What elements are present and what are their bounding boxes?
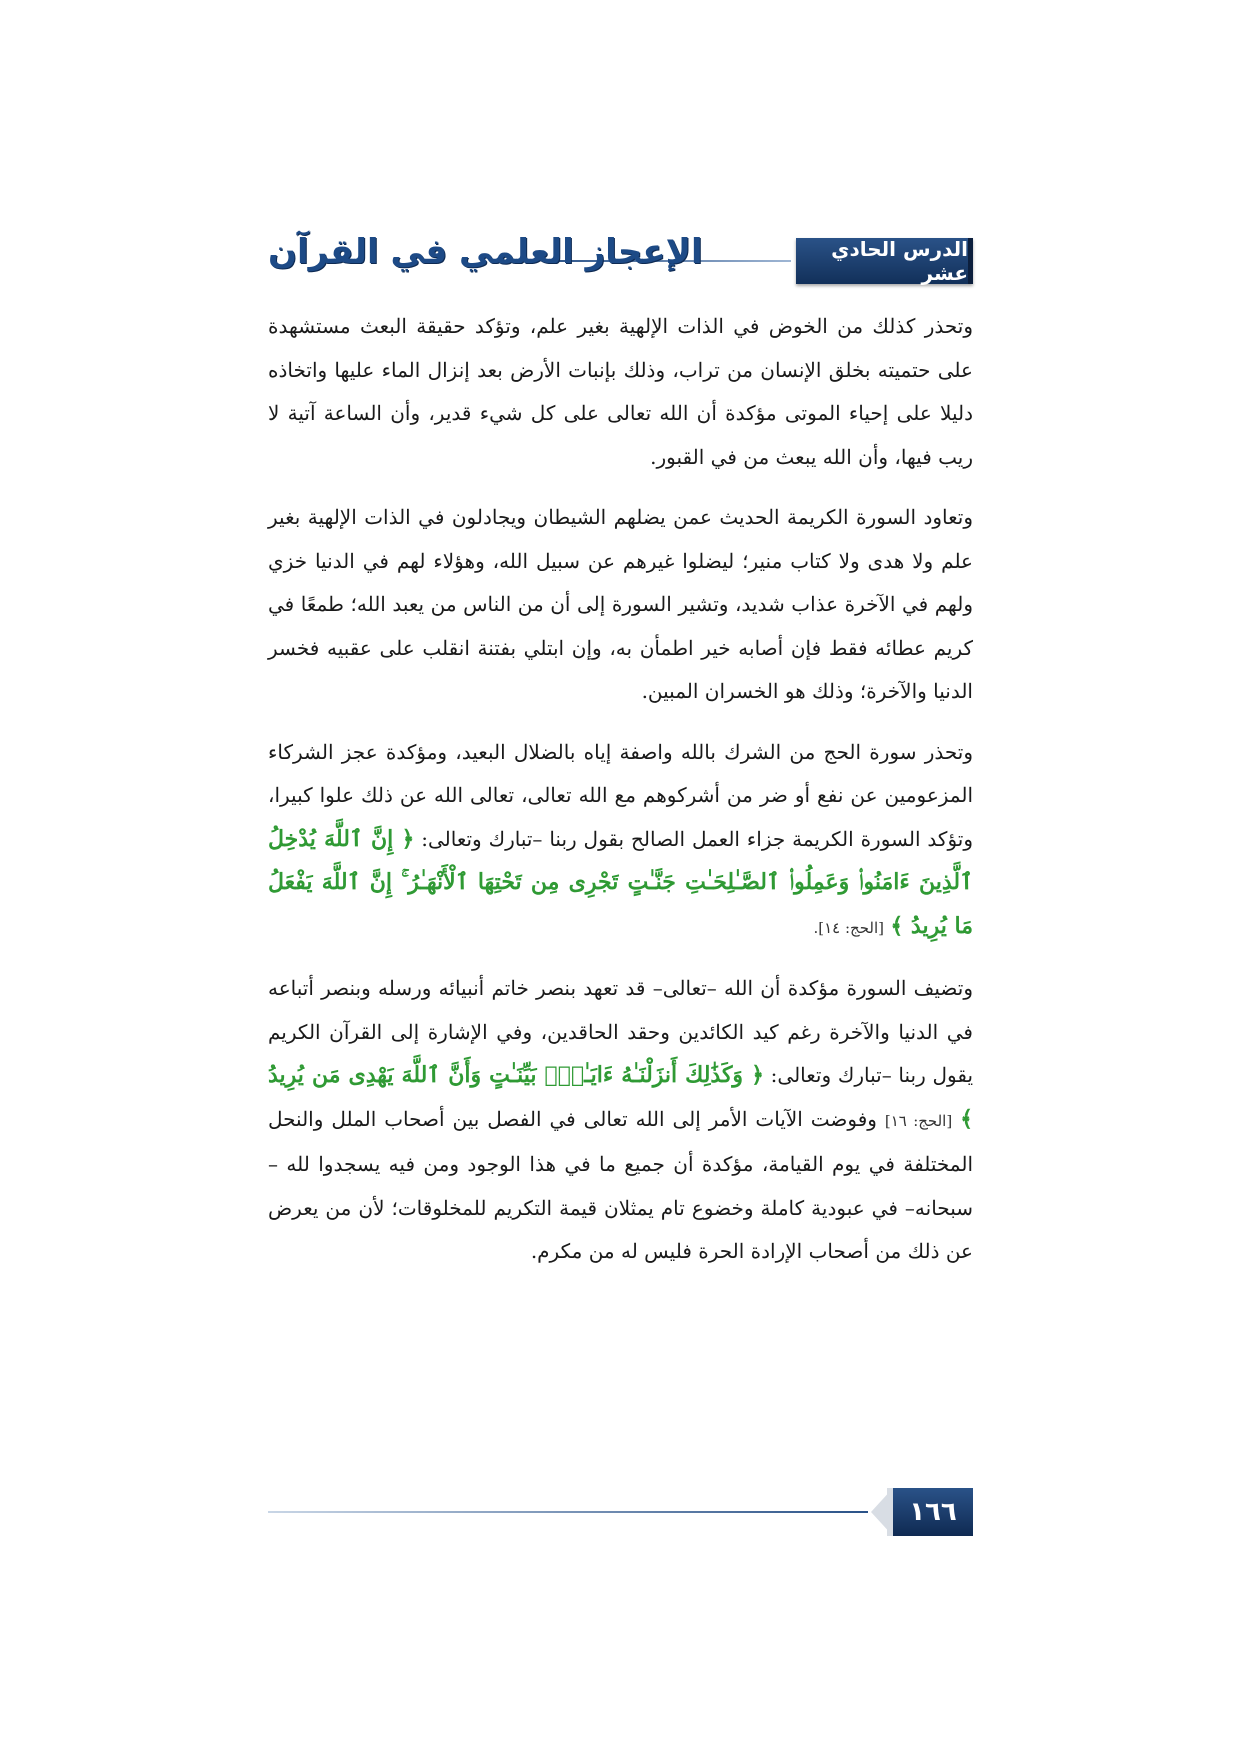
paragraph-text: وفوضت الآيات الأمر إلى الله تعالى في الفصل بين أصحاب الملل والنحل المختلفة في يوم القيامة، مؤكدة أن جميع ما في هذا الوجود ومن فيه يسجدوا لله –سبحانه– في عبودية كاملة وخضوع تام يمثلان قيمة التكريم للمخلوقات؛ لأن من يعرض عن ذلك من أصحاب الإرادة الحرة فليس له من مكرم. xyxy=(268,1106,973,1263)
paragraph-text: وتضيف السورة مؤكدة أن الله –تعالى– قد تعهد بنصر خاتم أنبيائه ورسله وبنصر أتباعه في الدنيا والآخرة رغم كيد الكائدين وحقد الحاقدين، وفي الإشارة إلى القرآن الكريم يقول ربنا –تبارك وتعالى: xyxy=(268,976,974,1087)
verse-citation: [الحج: ١٤]. xyxy=(813,918,884,937)
page-footer xyxy=(268,1488,973,1538)
quran-verse: ﴿ وَكَذَٰلِكَ أَنزَلْنَـٰهُ ءَايَـٰتٍۭ بَيِّنَـٰتٍ وَأَنَّ ٱللَّهَ يَهْدِى مَن يُرِيدُ ﴾ xyxy=(268,1062,974,1132)
paragraph-text: وتحذر سورة الحج من الشرك بالله واصفة إياه بالضلال البعيد، ومؤكدة عجز الشركاء المزعومين عن نفع أو ضر من أشركوهم مع الله تعالى، تعالى الله عن ذلك علوا كبيرا، وتؤكد السورة الكريمة جزاء العمل الصالح بقول ربنا –تبارك وتعالى: xyxy=(268,739,974,851)
paragraph-text: وتعاود السورة الكريمة الحديث عمن يضلهم الشيطان ويجادلون في الذات الإلهية بغير علم ولا هدى ولا كتاب منير؛ ليضلوا غيرهم عن سبيل الله، وهؤلاء لهم في الدنيا خزي ولهم في الآخرة عذاب شديد، وتشير السورة إلى أن من الناس من يعبد الله؛ طمعًا في كريم عطائه فقط فإن أصابه خير اطمأن به، وإن ابتلي بفتنة انقلب على عقبيه فخسر الدنيا والآخرة؛ وذلك هو الخسران المبين. xyxy=(268,505,973,703)
footer-divider xyxy=(268,1511,868,1513)
paragraph-1 xyxy=(268,305,973,479)
book-title: الإعجاز العلمي في القرآن xyxy=(268,232,703,272)
paragraph-3 xyxy=(268,731,973,951)
page-header xyxy=(268,232,973,286)
quran-verse: ﴿ إِنَّ ٱللَّهَ يُدْخِلُ ٱلَّذِينَ ءَامَنُوا۟ وَعَمِلُوا۟ ٱلصَّـٰلِحَـٰتِ جَنَّـٰتٍ تَجْرِى مِن تَحْتِهَا ٱلْأَنْهَـٰرُ ۚ إِنَّ ٱللَّهَ يَفْعَلُ مَا يُرِيدُ ﴾ xyxy=(268,825,973,939)
paragraph-text: وتحذر كذلك من الخوض في الذات الإلهية بغير علم، وتؤكد حقيقة البعث مستشهدة على حتميته بخلق الإنسان من تراب، وذلك بإنبات الأرض بعد إنزال الماء عليها واتخاذه دليلا على إحياء الموتى مؤكدة أن الله تعالى على كل شيء قدير، وأن الساعة آتية لا ريب فيها، وأن الله يبعث من في القبور. xyxy=(268,314,973,469)
paragraph-2 xyxy=(268,496,973,714)
lesson-badge: الدرس الحادي عشر xyxy=(796,238,973,284)
paragraph-4 xyxy=(268,967,973,1274)
verse-citation: [الحج: ١٦] xyxy=(884,1111,953,1130)
page-body xyxy=(268,305,973,1291)
page-number: ١٦٦ xyxy=(893,1488,973,1536)
